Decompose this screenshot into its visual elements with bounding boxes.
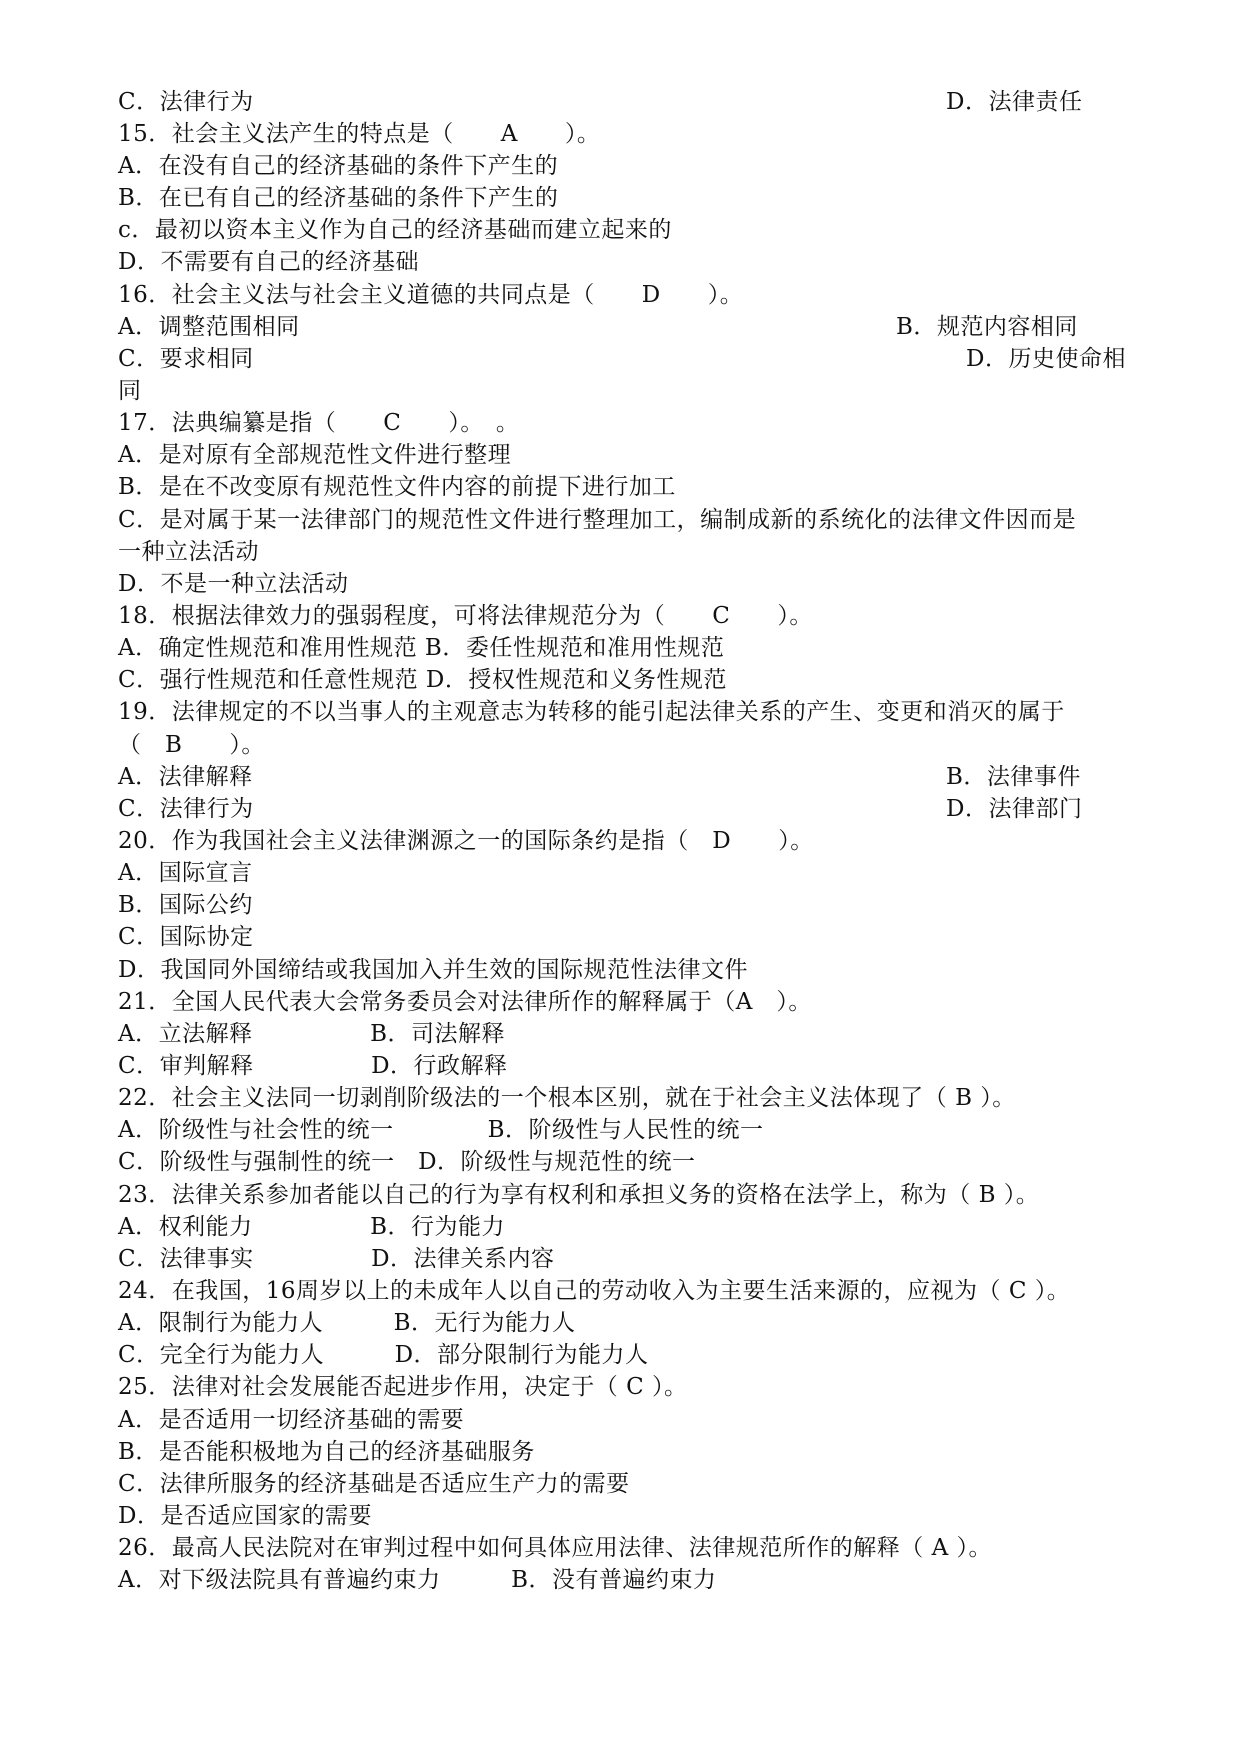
text-line: B．是在不改变原有规范性文件内容的前提下进行加工	[118, 474, 676, 500]
text-line: A．立法解释 B．司法解释	[118, 1021, 506, 1047]
text-line: D．不是一种立法活动	[118, 571, 349, 597]
question-17: 17．法典编纂是指（ C ）。 。	[118, 410, 520, 436]
text-line: B．在已有自己的经济基础的条件下产生的	[118, 185, 559, 211]
text-line: A．法律解释	[118, 764, 253, 790]
text-line: C．是对属于某一法律部门的规范性文件进行整理加工，编制成新的系统化的法律文件因而是	[118, 507, 1077, 533]
text-line: C．法律事实 D．法律关系内容	[118, 1246, 555, 1272]
text-line: A．是否适用一切经济基础的需要	[118, 1407, 465, 1433]
text-line: 一种立法活动	[118, 539, 259, 565]
text-line: B．国际公约	[118, 892, 253, 918]
question-24: 24．在我国，16周岁以上的未成年人以自己的劳动收入为主要生活来源的，应视为（ C ）。	[118, 1278, 1071, 1304]
text-line: D．法律部门	[946, 796, 1083, 822]
text-line: B．是否能积极地为自己的经济基础服务	[118, 1439, 535, 1465]
text-line: B．规范内容相同	[896, 314, 1078, 340]
text-line: C．阶级性与强制性的统一 D．阶级性与规范性的统一	[118, 1149, 696, 1175]
text-line: 同	[118, 378, 142, 404]
text-line: A．确定性规范和准用性规范 B．委任性规范和准用性规范	[118, 635, 725, 661]
text-line: C．国际协定	[118, 924, 254, 950]
text-line: A．权利能力 B．行为能力	[118, 1214, 506, 1240]
question-20: 20．作为我国社会主义法律渊源之一的国际条约是指（ D ）。	[118, 828, 814, 854]
question-22: 22．社会主义法同一切剥削阶级法的一个根本区别，就在于社会主义法体现了（ B ）。	[118, 1085, 1016, 1111]
text-line: D．历史使命相	[966, 346, 1126, 372]
text-line: A．阶级性与社会性的统一 B．阶级性与人民性的统一	[118, 1117, 764, 1143]
text-line: D．法律责任	[946, 89, 1083, 115]
text-line: A．对下级法院具有普遍约束力 B．没有普遍约束力	[118, 1567, 717, 1593]
question-26: 26．最高人民法院对在审判过程中如何具体应用法律、法律规范所作的解释（ A ）。	[118, 1535, 992, 1561]
question-18: 18．根据法律效力的强弱程度，可将法律规范分为（ C ）。	[118, 603, 813, 629]
text-line: C．法律所服务的经济基础是否适应生产力的需要	[118, 1471, 630, 1497]
text-line: C．要求相同	[118, 346, 254, 372]
text-line: A．是对原有全部规范性文件进行整理	[118, 442, 512, 468]
text-line: B．法律事件	[946, 764, 1081, 790]
text-line: D．不需要有自己的经济基础	[118, 249, 419, 275]
text-line: C．完全行为能力人 D．部分限制行为能力人	[118, 1342, 649, 1368]
text-line: A．调整范围相同	[118, 314, 300, 340]
question-15: 15．社会主义法产生的特点是（ A ）。	[118, 121, 601, 147]
text-line: A．限制行为能力人 B．无行为能力人	[118, 1310, 576, 1336]
question-19: 19．法律规定的不以当事人的主观意志为转移的能引起法律关系的产生、变更和消灭的属于	[118, 699, 1065, 725]
question-16: 16．社会主义法与社会主义道德的共同点是（ D ）。	[118, 282, 744, 308]
text-line: D．我国同外国缔结或我国加入并生效的国际规范性法律文件	[118, 957, 748, 983]
question-21: 21．全国人民代表大会常务委员会对法律所作的解释属于（A ）。	[118, 989, 812, 1015]
text-line: A．在没有自己的经济基础的条件下产生的	[118, 153, 559, 179]
question-25: 25．法律对社会发展能否起进步作用，决定于（ C ）。	[118, 1374, 688, 1400]
text-line: A．国际宣言	[118, 860, 253, 886]
text-line: C．法律行为	[118, 89, 254, 115]
text-line: C．法律行为	[118, 796, 254, 822]
text-line: （ B ）。	[118, 732, 265, 758]
text-line: C．强行性规范和任意性规范 D．授权性规范和义务性规范	[118, 667, 727, 693]
text-line: C．审判解释 D．行政解释	[118, 1053, 508, 1079]
text-line: c．最初以资本主义作为自己的经济基础而建立起来的	[118, 217, 672, 243]
question-23: 23．法律关系参加者能以自己的行为享有权利和承担义务的资格在法学上，称为（ B ）。	[118, 1182, 1040, 1208]
text-line: D．是否适应国家的需要	[118, 1503, 372, 1529]
